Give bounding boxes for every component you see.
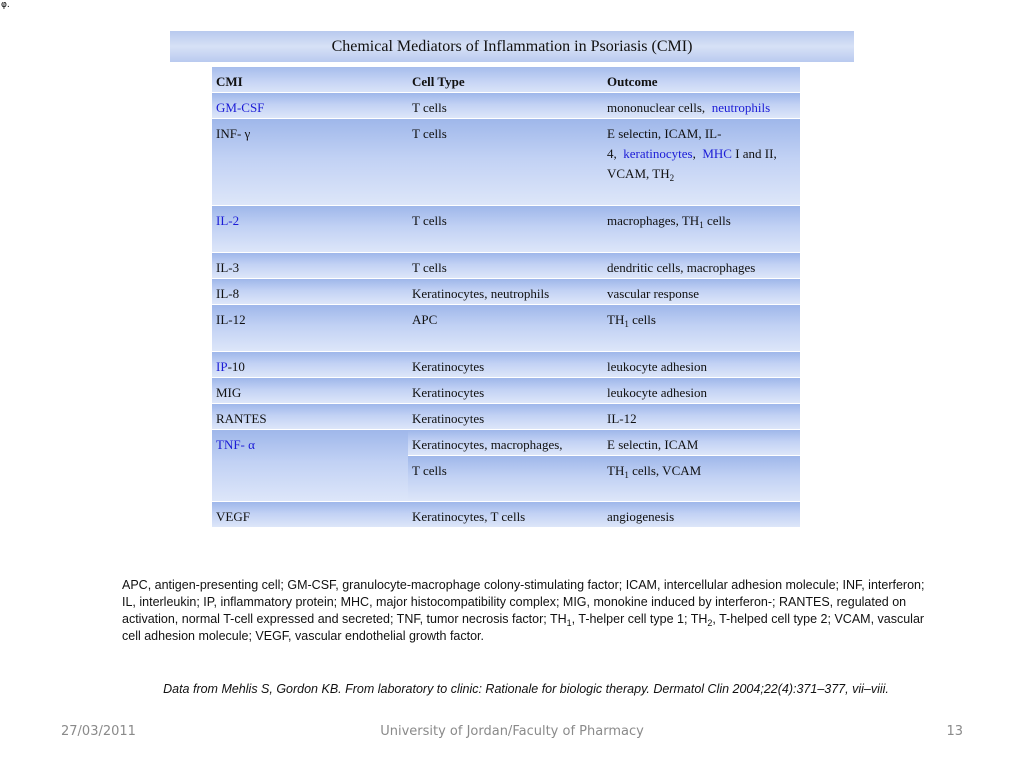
outcome-cell: vascular response [603,279,800,305]
corner-mark: φ. [1,0,10,10]
header-outcome: Outcome [603,67,800,93]
cmi-cell: IL-8 [212,279,408,305]
table-row [212,253,800,279]
outcome-cell: leukocyte adhesion [603,352,800,378]
footer-institution: University of Jordan/Faculty of Pharmacy [380,724,644,739]
cell-type-cell: Keratinocytes [408,404,603,430]
subscript: 2 [669,173,675,183]
cmi-cell: RANTES [212,404,408,430]
cmi-text: -10 [227,359,245,374]
outcome-text: TH [607,312,625,327]
cmi-cell [212,352,408,378]
table-header-row [212,67,800,93]
abbreviations-footnote [122,577,930,645]
table-row [212,305,800,352]
footnote-text: , T-helper cell type 1; TH [571,612,708,626]
table-row [212,378,800,404]
outcome-text: VCAM, TH [607,166,670,181]
subscript: 2 [707,618,713,628]
cmi-link[interactable]: TNF- α [216,437,255,452]
table-row [212,404,800,430]
cell-type-cell: T cells [408,456,603,502]
cell-type-cell: T cells [408,253,603,279]
outcome-cell [603,305,800,352]
outcome-cell: IL-12 [603,404,800,430]
outcome-text: cells, VCAM [628,463,702,478]
table-row [212,279,800,305]
outcome-cell: dendritic cells, macrophages [603,253,800,279]
outcome-cell [603,93,800,119]
header-cell-type: Cell Type [408,67,603,93]
outcome-text: E selectin, ICAM, IL- [607,126,722,141]
outcome-text: 4, [607,146,624,161]
table-row [212,352,800,378]
header-cmi: CMI [212,67,408,93]
source-citation: Data from Mehlis S, Gordon KB. From laboratory to clinic: Rationale for biologic therapy. Dermatol Clin 2004;22(4):371–377, vii–viii. [163,682,889,696]
outcome-link[interactable]: MHC [702,146,732,161]
footer-date: 27/03/2011 [61,724,136,739]
cmi-link[interactable]: IL-2 [216,213,240,228]
cmi-cell [212,430,408,502]
slide-title: Chemical Mediators of Inflammation in Psoriasis (CMI) [170,31,854,62]
subscript: 1 [566,618,572,628]
subscript: 1 [699,220,704,230]
subscript: 1 [624,319,629,329]
cell-type-cell: Keratinocytes, T cells [408,502,603,528]
cell-type-cell: T cells [408,93,603,119]
cmi-cell [212,93,408,119]
outcome-text: , [692,146,703,161]
outcome-cell [603,119,800,206]
cell-type-cell: Keratinocytes, neutrophils [408,279,603,305]
outcome-text: TH [607,463,625,478]
table-row [212,430,800,456]
cell-type-cell: APC [408,305,603,352]
outcome-cell: E selectin, ICAM [603,430,800,456]
cmi-table [212,67,800,528]
cell-type-cell: Keratinocytes [408,378,603,404]
footnote-text: , T-helped cell type 2; VCAM, vascular cell adhesion molecule; VEGF, vascular endothelial growth factor. [122,612,925,643]
outcome-text: cells [628,312,656,327]
outcome-cell [603,456,800,502]
outcome-text: macrophages, TH [607,213,700,228]
table-row [212,93,800,119]
outcome-link[interactable]: keratinocytes [623,146,693,161]
cmi-cell: IL-3 [212,253,408,279]
outcome-cell: leukocyte adhesion [603,378,800,404]
outcome-cell: angiogenesis [603,502,800,528]
outcome-link[interactable]: neutrophils [711,100,771,115]
cmi-cell: VEGF [212,502,408,528]
footnote-text: APC, antigen-presenting cell; GM-CSF, granulocyte-macrophage colony-stimulating factor; ICAM, intercellular adhesion molecule; INF, interferon; IL, interleukin; IP, inflammatory protein; MHC, major histocompatibility complex; MIG, monokine induced by interferon-; RANTES, regulated on activation, normal T-cell expressed and secreted; TNF, tumor necrosis factor; TH [122,578,925,626]
cmi-link[interactable]: IP [216,359,228,374]
cell-type-cell: T cells [408,206,603,253]
cell-type-cell: T cells [408,119,603,206]
subscript: 1 [624,470,629,480]
outcome-cell [603,206,800,253]
outcome-text: I and II, [731,146,777,161]
table-row [212,119,800,206]
cmi-link[interactable]: GM-CSF [216,100,265,115]
cmi-cell [212,206,408,253]
table-row [212,502,800,528]
cmi-cell: INF- γ [212,119,408,206]
cell-type-cell: Keratinocytes [408,352,603,378]
cmi-cell: IL-12 [212,305,408,352]
outcome-text: mononuclear cells, [607,100,712,115]
outcome-text: cells [703,213,731,228]
cmi-cell: MIG [212,378,408,404]
table-row [212,206,800,253]
page-number: 13 [946,724,963,739]
cell-type-cell: Keratinocytes, macrophages, [408,430,603,456]
